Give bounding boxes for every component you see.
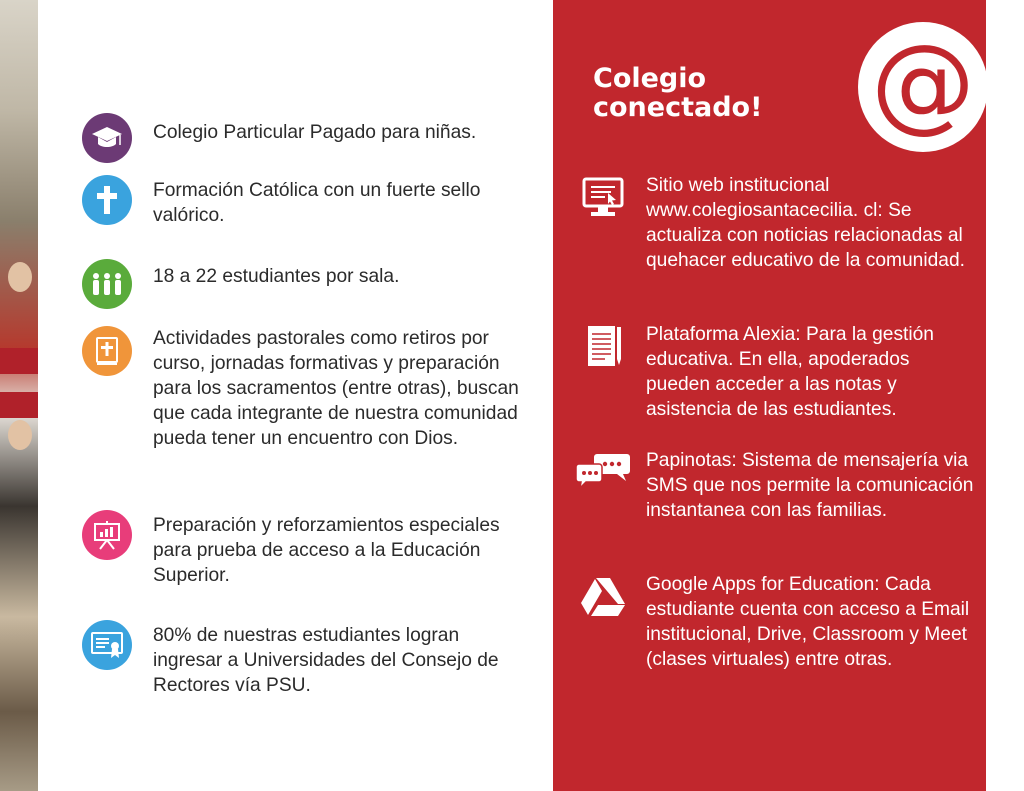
student-face-shape xyxy=(8,420,32,450)
connected-school-panel xyxy=(553,0,986,791)
students-icon xyxy=(82,259,132,309)
graduation-cap-shape xyxy=(0,392,38,418)
feature-text: Colegio Particular Pagado para niñas. xyxy=(153,122,477,143)
service-text: Google Apps for Education: Cada estudiante cuenta con acceso a Email institucional, Drive, Classroom y Meet (clases virtuales) entre otras. xyxy=(646,574,970,670)
at-sign-icon xyxy=(858,22,988,152)
computer-monitor-icon xyxy=(573,173,633,223)
service-text: Sitio web institucional www.colegiosantacecilia. cl: Se actualiza con noticias relacionadas al quehacer educativo de la comunidad. xyxy=(646,175,965,271)
graduation-cap-icon xyxy=(82,113,132,163)
feature-text: Formación Católica con un fuerte sello valórico. xyxy=(153,180,481,226)
feature-text: 18 a 22 estudiantes por sala. xyxy=(153,266,400,287)
cross-icon xyxy=(82,175,132,225)
document-pen-icon xyxy=(573,322,633,372)
service-text: Papinotas: Sistema de mensajería via SMS que nos permite la comunicación instantanea con las familias. xyxy=(646,450,974,521)
service-text: Plataforma Alexia: Para la gestión educativa. En ella, apoderados pueden acceder a las notas y asistencia de las estudiantes. xyxy=(646,324,934,420)
certificate-icon xyxy=(82,620,132,670)
feature-text: Actividades pastorales como retiros por curso, jornadas formativas y preparación para los sacramentos (entre otras), buscan que cada integrante de nuestra comunidad pueda tener un encuentro con Dios. xyxy=(153,328,519,449)
graduation-cap-shape xyxy=(0,348,38,374)
google-drive-icon xyxy=(573,572,633,622)
feature-text: 80% de nuestras estudiantes logran ingresar a Universidades del Consejo de Rectores vía PSU. xyxy=(153,625,499,696)
presentation-board-icon xyxy=(82,510,132,560)
bible-icon xyxy=(82,326,132,376)
feature-text: Preparación y reforzamientos especiales para prueba de acceso a la Educación Superior. xyxy=(153,515,500,586)
student-face-shape xyxy=(8,262,32,292)
panel-title: Colegio conectado! xyxy=(593,63,763,123)
school-photo-strip xyxy=(0,0,38,791)
chat-bubbles-icon xyxy=(573,448,633,498)
at-symbol: @ xyxy=(871,22,975,144)
